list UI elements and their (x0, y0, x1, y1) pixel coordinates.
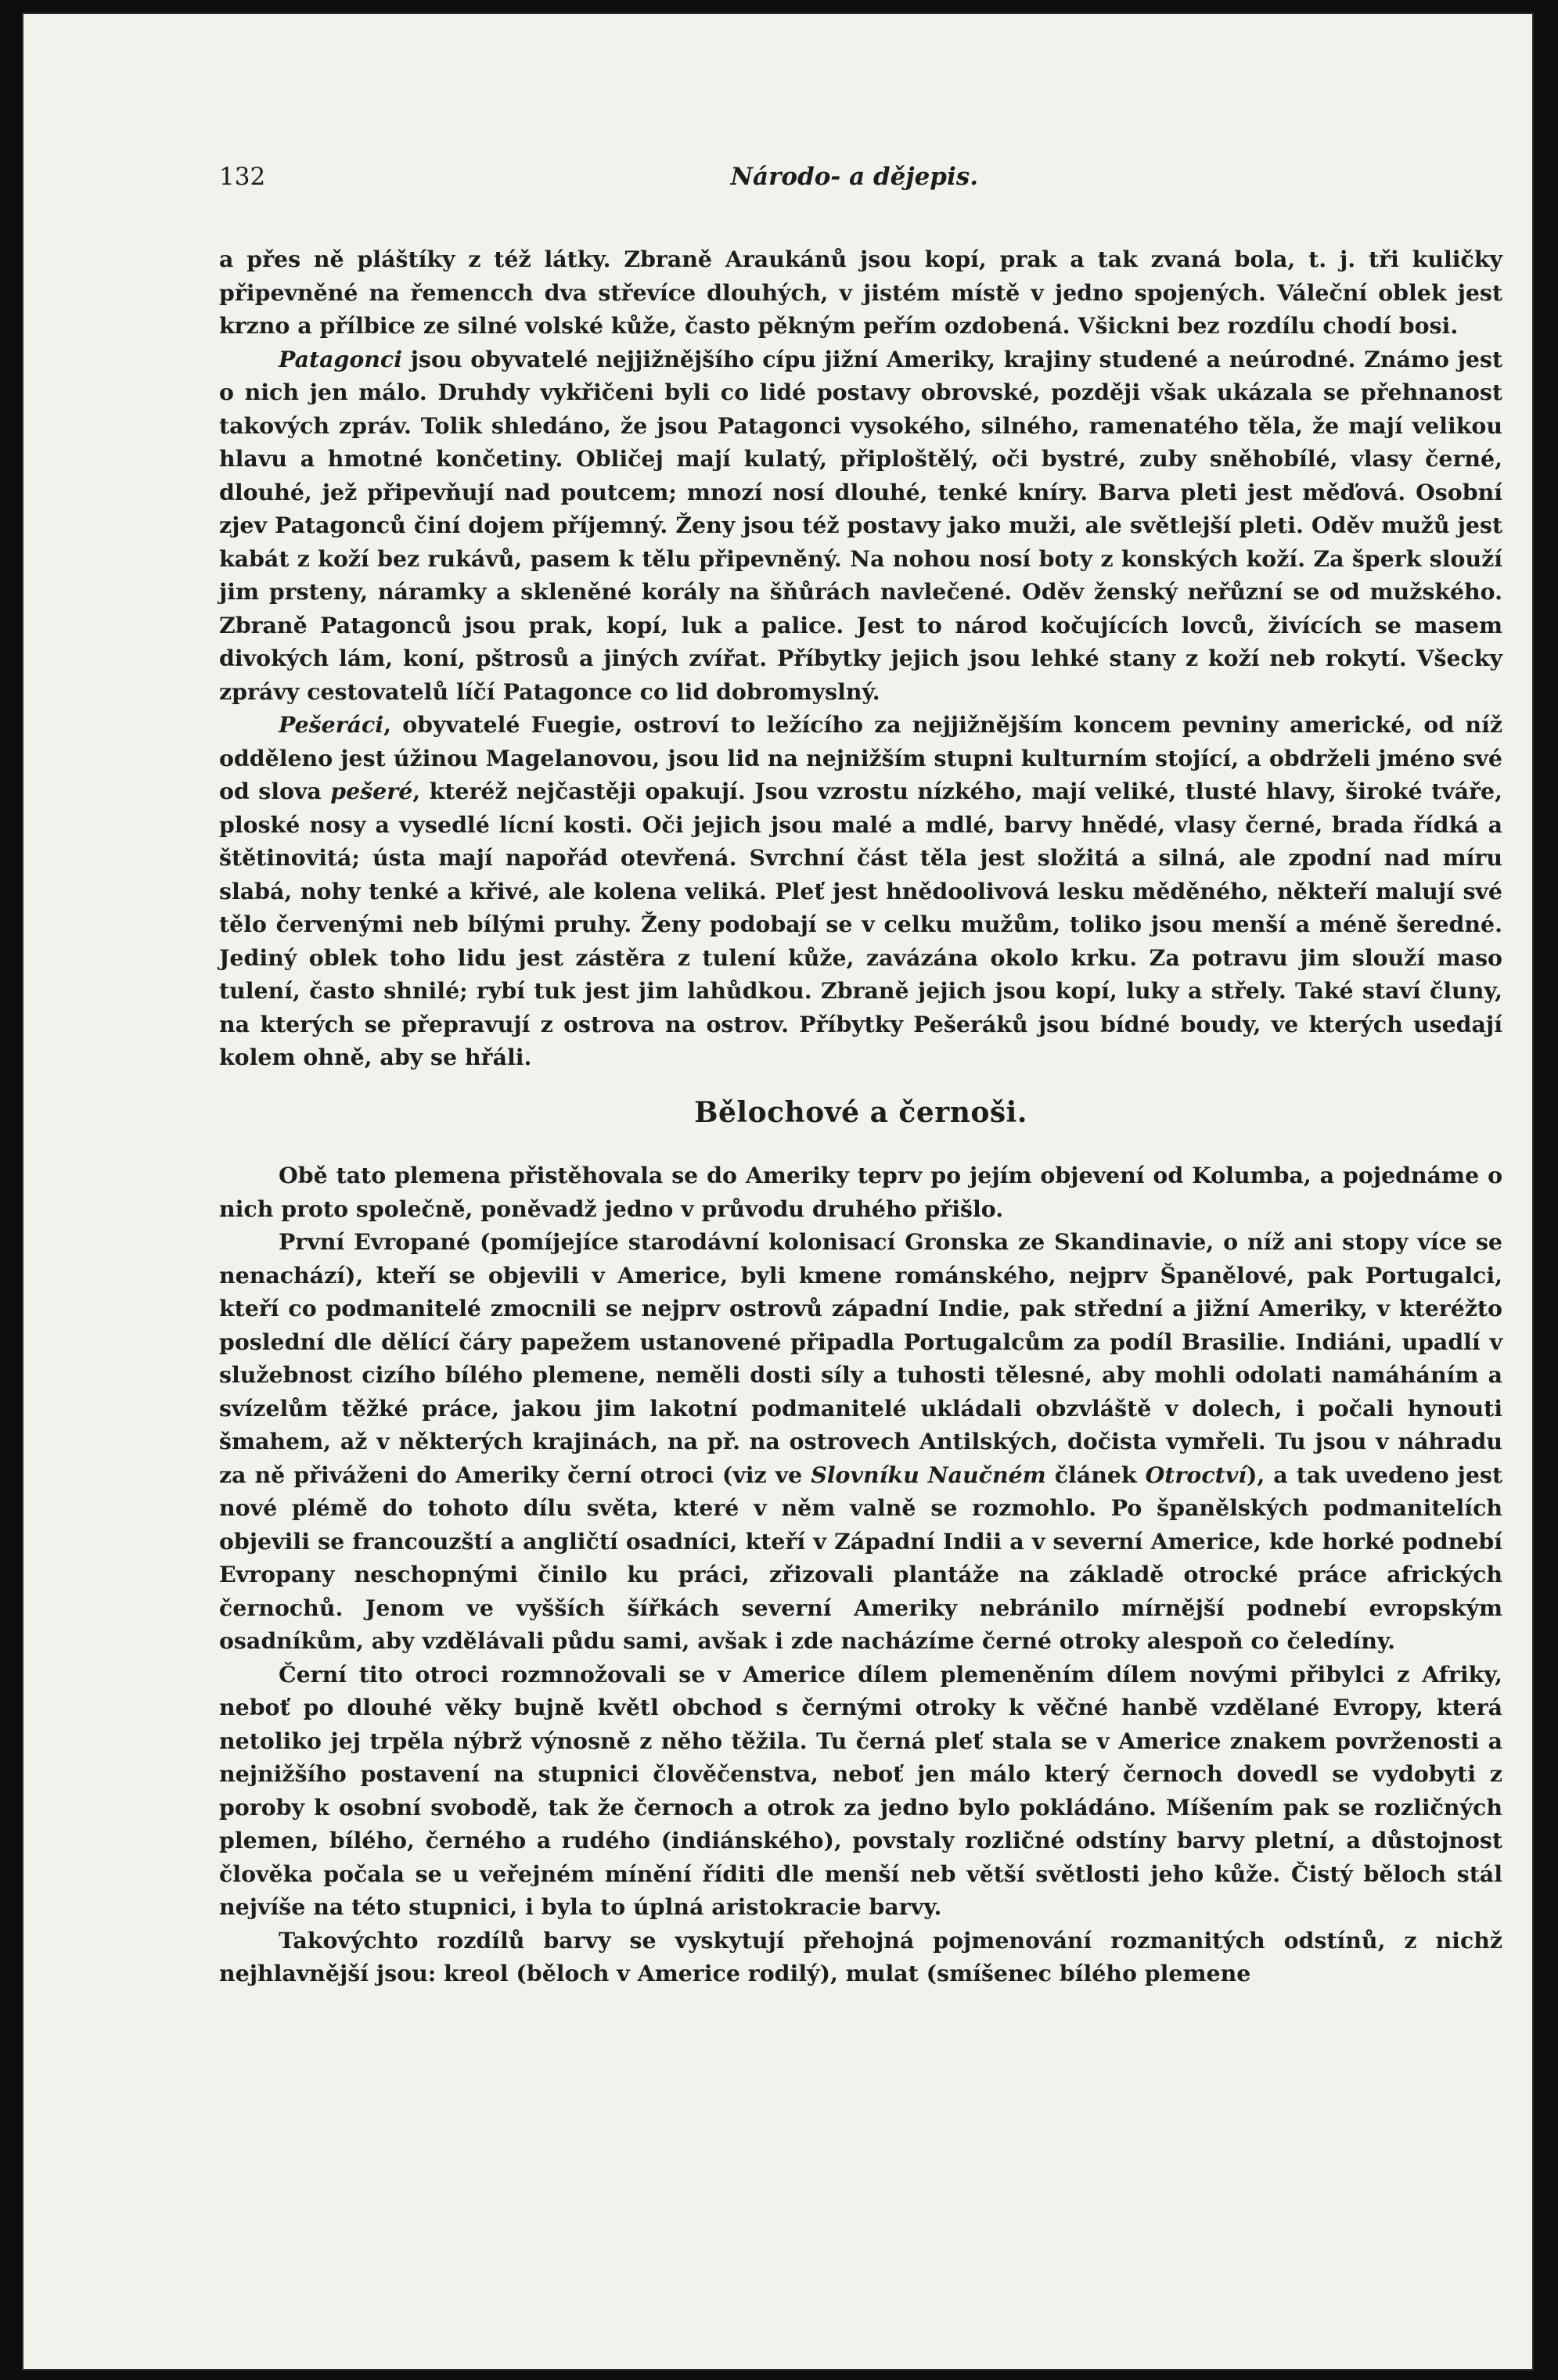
paragraph-peseraci (219, 708, 1502, 1074)
running-title: Národo- a dějepis. (730, 163, 978, 191)
page-content (219, 163, 1502, 1990)
page-header (219, 163, 1502, 210)
paragraph-takovych: Takovýchto rozdílů barvy se vyskytují přehojná pojmenování rozmanitých odstínů, z nichž nejhlavnější jsou: kreol (běloch v Americe rodilý), mulat (smíšenec bílého plemene (219, 1926, 1502, 1986)
page-number: 132 (219, 163, 266, 191)
book-reference: Slovníku Naučném (811, 1461, 1046, 1488)
term-peseraci: Pešeráci (279, 711, 384, 738)
paragraph-peseraci-text-2: , kteréž nejčastěji opakují. Jsou vzrostu nízkého, mají veliké, tlusté hlavy, široké tváře, ploské nosy a vysedlé lícní kosti. Oči jejich jsou malé a mdlé, barvy hnědé, vlasy černé, brada řídká a štětinovitá; ústa mají napořád otevřená. Svrchní část těla jest složitá a silná, ale zpodní nad míru slabá, nohy tenké a křivé, ale kolena veliká. Pleť jest hnědoolivová lesku měděného, někteří malují své tělo červenými neb bílými pruhy. Ženy podobají se v celku mužům, toliko jsou menší a méně šeredné. Jediný oblek toho lidu jest zástěra z tulení kůže, zavázána okolo krku. Za potravu jim slouží maso tulení, často shnilé; rybí tuk jest jim lahůdkou. Zbraně jejich jsou kopí, luky a střely. Také staví čluny, na kterých se přepravují z ostrova na ostrov. Příbytky Pešeráků jsou bídné boudy, ve kterých usedají kolem ohně, aby se hřáli. (219, 778, 1502, 1070)
term-patagonci: Patagonci (279, 345, 402, 372)
paragraph-prvni (219, 1225, 1502, 1658)
body-text (219, 243, 1502, 1990)
paragraph-peseraci-text-1: , obyvatelé Fuegie, ostroví to ležícího za nejjižnějším koncem pevniny americké, od níž odděleno jest úžinou Magelanovou, jsou lid na nejnižším stupni kulturním stojící, a obdrželi jméno své od slova (219, 711, 1502, 804)
paragraph-obe: Obě tato plemena přistěhovala se do Ameriky teprv po jejím objevení od Kolumba, a pojednáme o nich proto společně, poněvadž jedno v průvodu druhého přišlo. (219, 1162, 1502, 1222)
term-pesere: pešeré (330, 778, 413, 804)
paragraph-patagonci-text: jsou obyvatelé nejjižnějšího cípu jižní Ameriky, krajiny studené a neúrodné. Známo jest o nich jen málo. Druhdy vykřičeni byli co lidé postavy obrovské, později však ukázala se přehnanost takových zpráv. Tolik shledáno, že jsou Patagonci vysokého, silného, ramenatého těla, že mají velikou hlavu a hmotné končetiny. Obličej mají kulatý, připloštělý, oči bystré, zuby sněhobílé, vlasy černé, dlouhé, jež připevňují nad poutcem; mnozí nosí dlouhé, tenké kníry. Barva pleti jest měďová. Osobní zjev Patagonců činí dojem příjemný. Ženy jsou též postavy jako muži, ale světlejší pleti. Oděv mužů jest kabát z koží bez rukávů, pasem k tělu připevněný. Na nohou nosí boty z konských koží. Za šperk slouží jim prsteny, náramky a skleněné korály na šňůrách navlečené. Oděv ženský neřůzní se od mužského. Zbraně Patagonců jsou prak, kopí, luk a palice. Jest to národ kočujících lovců, živících se masem divokých lám, koní, pštrosů a jiných zvířat. Příbytky jejich jsou lehké stany z koží neb rokytí. Všecky zprávy cestovatelů líčí Patagonce co lid dobromyslný. (219, 345, 1502, 705)
paragraph-prvni-text-3: ), a tak uvedeno jest nové plémě do tohoto dílu světa, které v něm valně se rozmohlo. Po španělských podmanitelích objevili se francouzští a angličtí osadníci, kteří v Západní Indii a v severní Americe, kde horké podnebí Evropany neschopnými činilo ku práci, zřizovali plantáže na základě otrocké práce afrických černochů. Jenom ve vyšších šířkách severní Ameriky nebránilo mírnější podnebí evropským osadníkům, aby vzdělávali půdu sami, avšak i zde nacházíme černé otroky alespoň co čeledíny. (219, 1461, 1502, 1654)
paragraph-prvni-text-2: článek (1045, 1461, 1146, 1488)
paragraph-cerni: Černí tito otroci rozmnožovali se v Americe dílem plemeněním dílem novými přibylci z Afriky, neboť po dlouhé věky bujně květl obchod s černými otroky k věčné hanbě vzdělané Evropy, která netoliko jej trpěla nýbrž výnosně z něho těžila. Tu černá pleť stala se v Americe znakem povrženosti a nejnižšího postavení na stupnici člověčenstva, neboť jen málo který černoch dovedl se vydobyti z poroby k osobní svobodě, tak že černoch a otrok za jedno bylo pokládáno. Míšením pak se rozličných plemen, bílého, černého a rudého (indiánského), povstaly rozličné odstíny barvy pletní, a důstojnost člověka počala se u veřejném mínění říditi dle menší neb větší světlosti jeho kůže. Čistý běloch stál nejvíše na této stupnici, i byla to úplná aristokracie barvy. (219, 1660, 1502, 1920)
paragraph-araukani: a přes ně pláštíky z též látky. Zbraně Araukánů jsou kopí, prak a tak zvaná bola, t. j. tři kuličky připevněné na řemencch dva střevíce dlouhých, v jistém místě v jedno spojených. Váleční oblek jest krzno a přílbice ze silné volské kůže, často pěkným peřím ozdobená. Všickni bez rozdílu chodí bosi. (219, 246, 1502, 339)
section-heading: Bělochové a černoši. (694, 1095, 1027, 1129)
paragraph-prvni-text-1: První Evropané (pomíjejíce starodávní kolonisací Gronska ze Skandinavie, o níž ani stopy více se nenachází), kteří se objevili v Americe, byli kmene románského, nejprv Španělové, pak Portugalci, kteří co podmanitelé zmocnili se nejprv ostrovů západní Indie, pak střední a jižní Ameriky, v kteréžto poslední dle dělící čáry papežem ustanovené připadla Portugalcům za podíl Brasilie. Indiáni, upadlí v služebnost cizího bílého plemene, neměli dosti síly a tuhosti tělesné, aby mohli odolati namáháním a svízelům těžké práce, jakou jim lakotní podmanitelé ukládali obzvláště v dolech, i počali hynouti šmahem, až v některých krajinách, na př. na ostrovech Antilských, dočista vymřeli. Tu jsou v náhradu za ně přiváženi do Ameriky černí otroci (viz ve (219, 1228, 1502, 1488)
paragraph-patagonci (219, 343, 1502, 709)
article-reference: Otroctví (1145, 1461, 1247, 1488)
book-page (23, 14, 1532, 2369)
